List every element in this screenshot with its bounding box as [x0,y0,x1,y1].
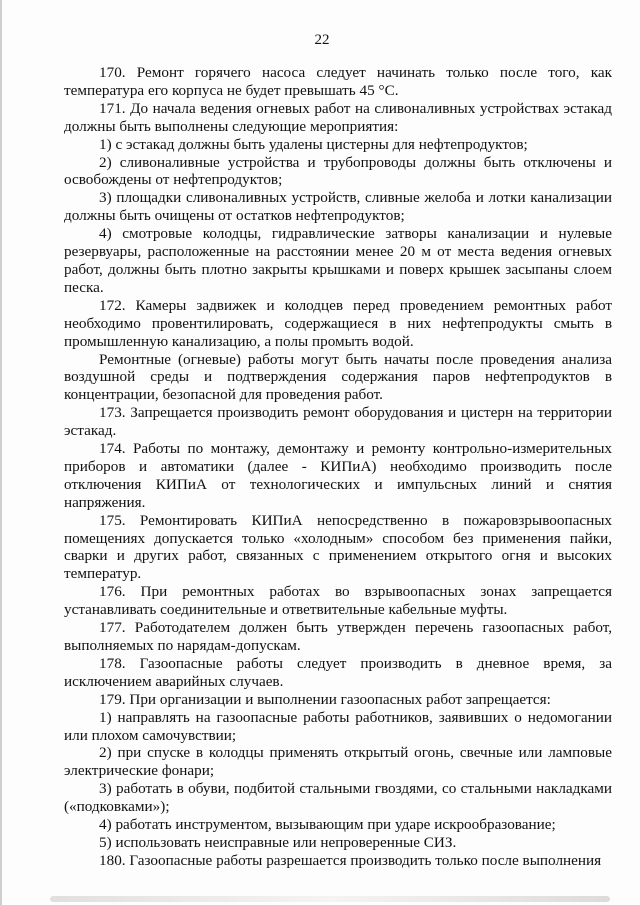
list-item-179-1: 1) направлять на газоопасные работы работников, заявивших о недомогании или плохом самочувствии; [64,708,612,744]
list-item-171-2: 2) сливоналивные устройства и трубопроводы должны быть отключены и освобождены от нефтепродуктов; [64,153,612,189]
paragraph-172: 172. Камеры задвижек и колодцев перед проведением ремонтных работ необходимо провентилировать, содержащиеся в них нефтепродукты смыть в промышленную канализацию, а полы промыть водой. [64,296,612,350]
list-item-179-5: 5) использовать неисправные или непроверенные СИЗ. [99,833,457,851]
paragraph-176: 176. При ремонтных работах во взрывоопасных зонах запрещается устанавливать соединительные и ответвительные кабельные муфты. [64,583,612,619]
list-item-179-4: 4) работать инструментом, вызывающим при ударе искрообразование; [99,816,556,834]
paragraph-171: 171. До начала ведения огневых работ на сливоналивных устройствах эстакад должны быть выполнены следующие мероприятия: [64,99,612,135]
list-item-171-4: 4) смотровые колодцы, гидравлические затворы канализации и нулевые резервуары, расположенные на расстоянии менее 20 м от места ведения огневых работ, должны быть плотно закрыты крышками и поверх крышек засыпаны слоем песка. [64,225,612,296]
paragraph-175: 175. Ремонтировать КИПиА непосредственно в пожаровзрывоопасных помещениях допускается только «холодным» способом без применения пайки, сварки и других работ, связанных с применением открытого огня и высоких температур. [64,511,612,583]
paragraph-173: 173. Запрещается производить ремонт оборудования и цистерн на территории эстакад. [64,404,612,440]
paragraph-180: 180. Газоопасные работы разрешается производить только после выполнения [99,851,602,869]
scan-edge-shadow [50,896,610,902]
list-item-171-3: 3) площадки сливоналивных устройств, сливные желоба и лотки канализации должны быть очищены от остатков нефтепродуктов; [64,189,612,225]
list-item-179-2: 2) при спуске в колодцы применять открытый огонь, свечные или ламповые электрические фонари; [64,744,612,780]
paragraph-177: 177. Работодателем должен быть утвержден перечень газоопасных работ, выполняемых по нарядам-допускам. [64,619,612,654]
paragraph-178: 178. Газоопасные работы следует производить в дневное время, за исключением аварийных случаев. [64,654,612,690]
paragraph-179: 179. При организации и выполнении газоопасных работ запрещается: [99,690,551,708]
paragraph-170: 170. Ремонт горячего насоса следует начинать только после того, как температура его корпуса не будет превышать 45 °С. [64,64,612,99]
page-number: 22 [314,32,330,48]
document-body [64,64,612,870]
paragraph-172-continued: Ремонтные (огневые) работы могут быть начаты после проведения анализа воздушной среды и подтверждения содержания паров нефтепродуктов в концентрации, безопасной для проведения работ. [64,350,612,404]
paragraph-174: 174. Работы по монтажу, демонтажу и ремонту контрольно-измерительных приборов и автоматики (далее - КИПиА) необходимо производить после отключения КИПиА от технологических и импульсных линий и снятия напряжения. [64,440,612,511]
list-item-171-1: 1) с эстакад должны быть удалены цистерны для нефтепродуктов; [99,135,528,153]
list-item-179-3: 3) работать в обуви, подбитой стальными гвоздями, со стальными накладками («подковками»); [64,780,612,816]
